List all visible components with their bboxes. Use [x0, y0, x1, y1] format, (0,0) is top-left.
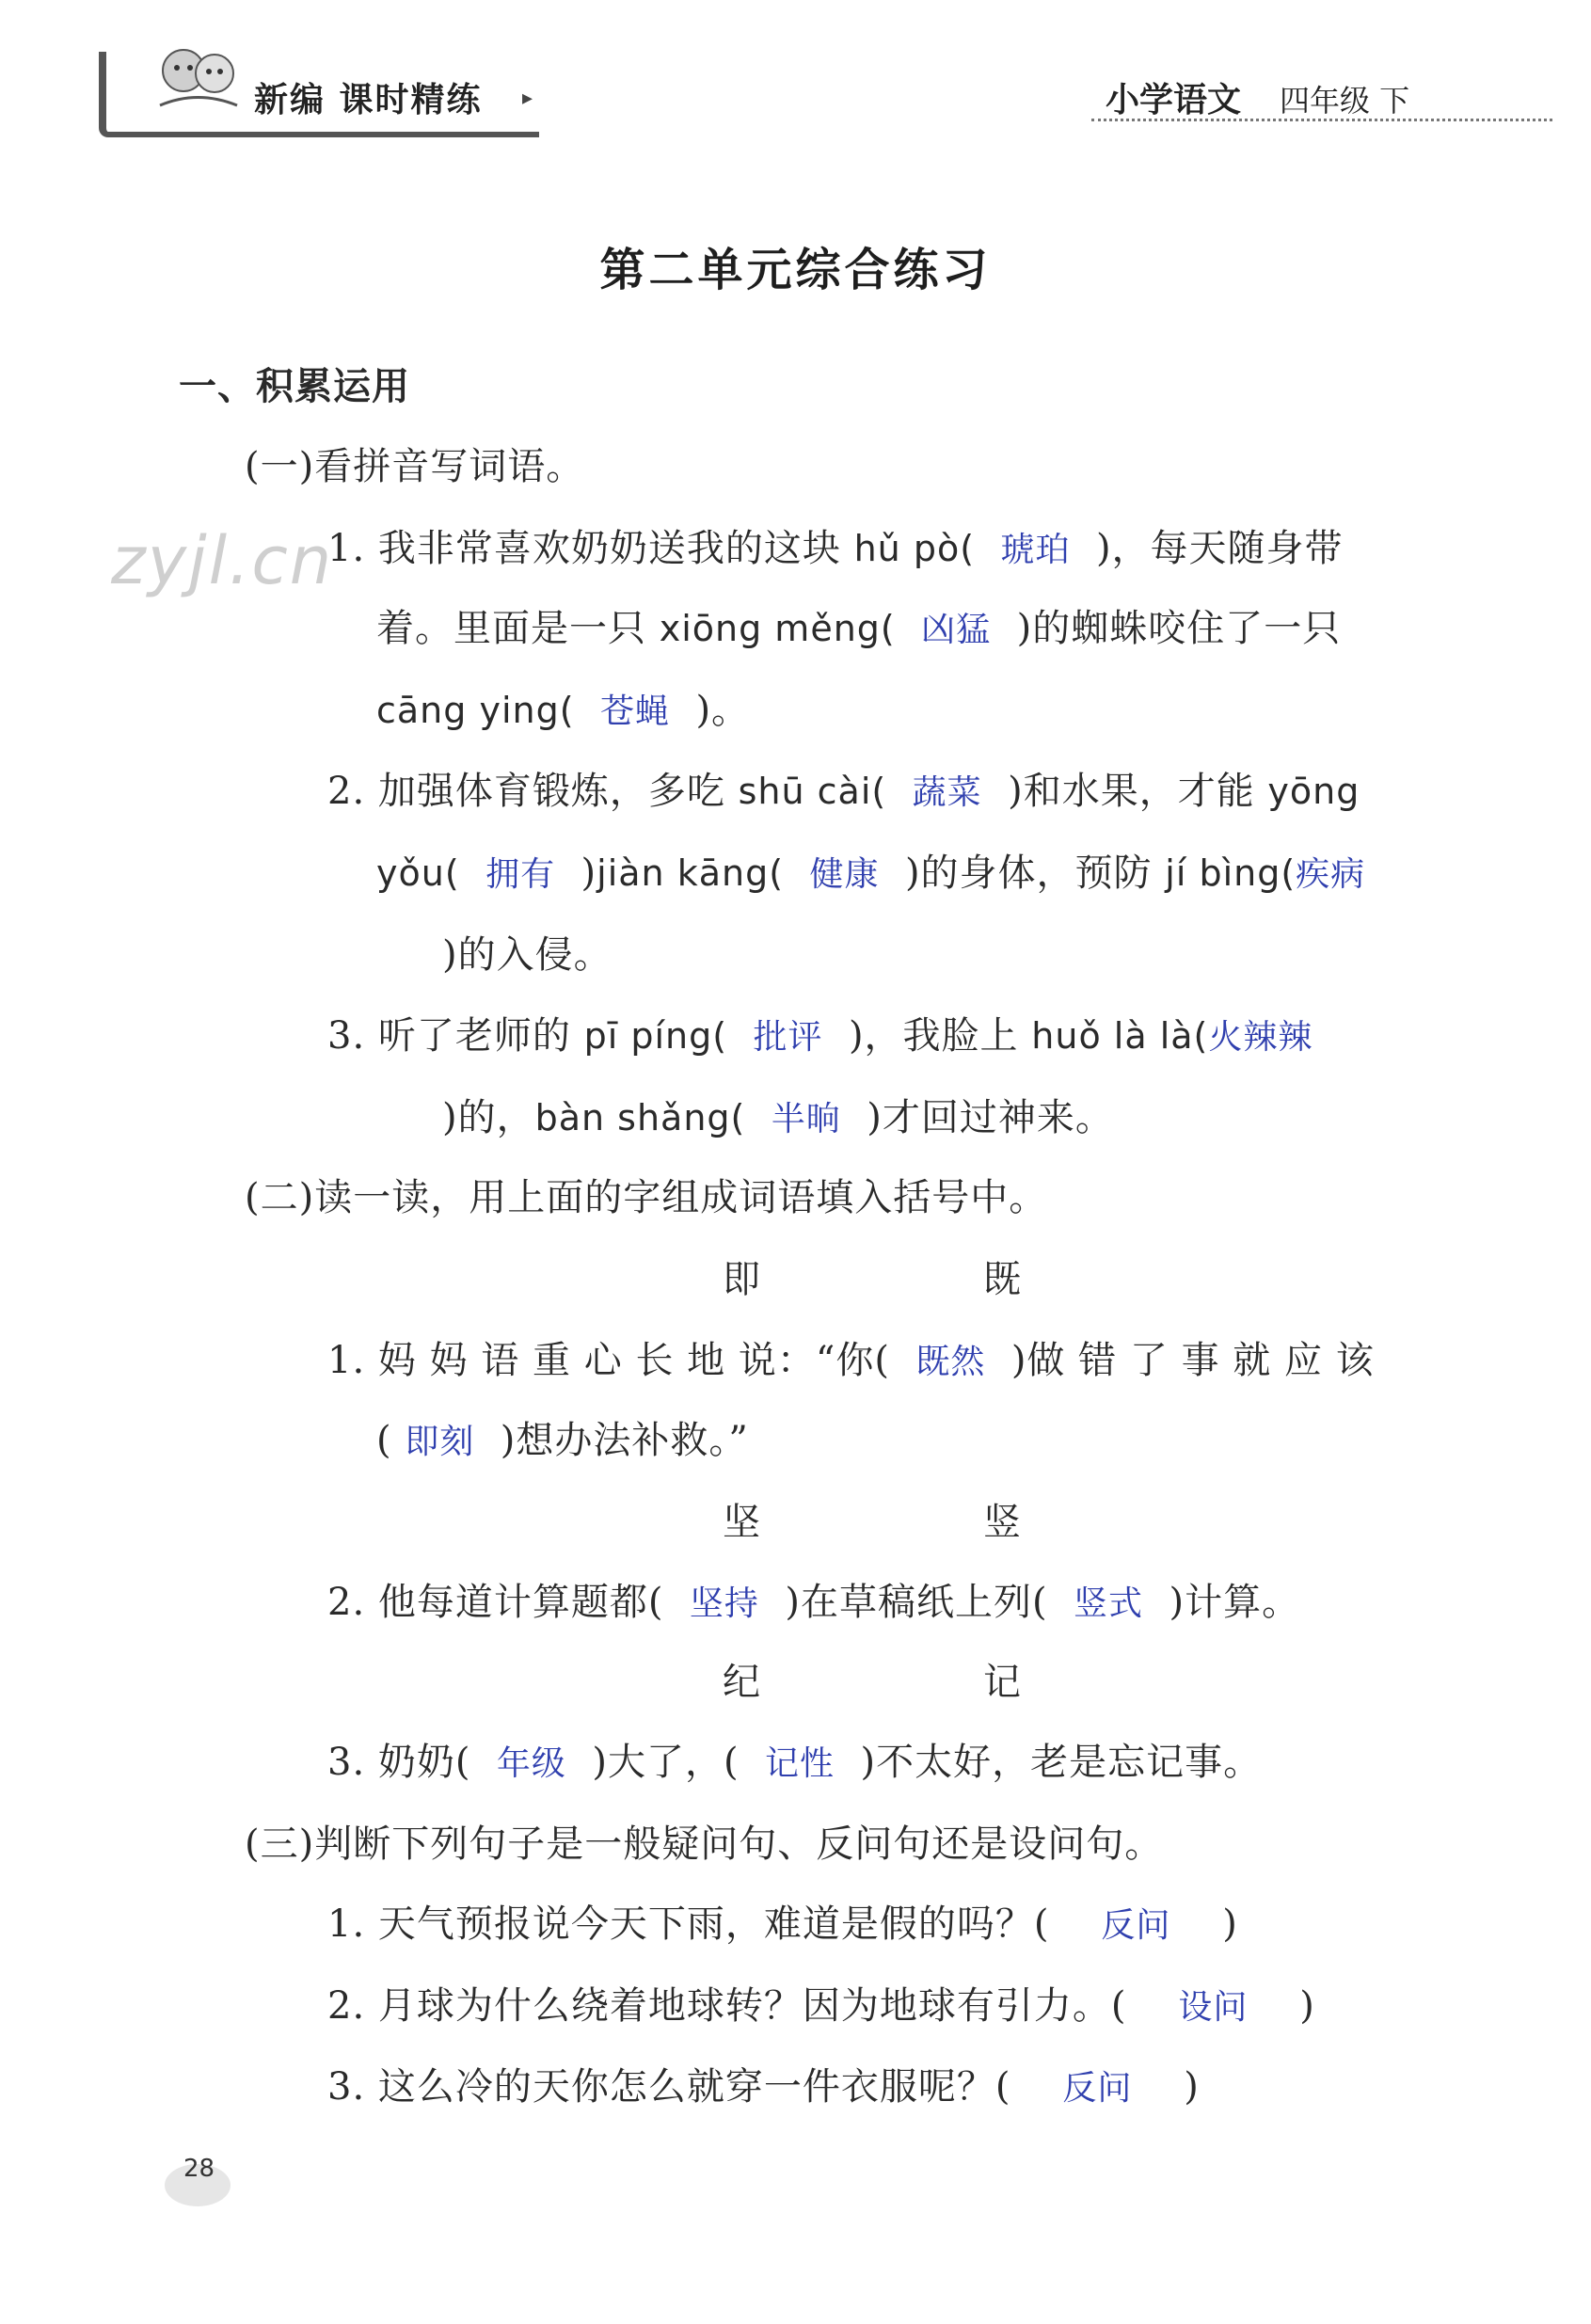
page-number: 28	[183, 2155, 215, 2183]
answer: 火辣辣	[1208, 1018, 1313, 1057]
answer: 竖式	[1074, 1584, 1144, 1623]
char-option: 纪	[723, 1661, 761, 1704]
header-dotted-divider	[1091, 119, 1552, 121]
char-option: 坚	[723, 1501, 761, 1544]
bear-mascot-icon	[151, 38, 245, 113]
arrow-right-icon: ▸	[522, 87, 533, 110]
part1-q2-line3: )的入侵。	[442, 933, 613, 977]
part2-q1-line1: 1. 妈 妈 语 重 心 长 地 说：“你( 既然 )做 错 了 事 就 应 该	[327, 1339, 1375, 1382]
part2-q1-line2: ( 即刻 )想办法补救。”	[376, 1419, 749, 1462]
part3-q2: 2. 月球为什么绕着地球转？因为地球有引力。( 设问 )	[327, 1984, 1315, 2028]
part2-q2: 2. 他每道计算题都( 坚持 )在草稿纸上列( 竖式 )计算。	[327, 1581, 1301, 1624]
answer: 坚持	[689, 1584, 759, 1623]
part1-q1-line3: cāng ying( 苍蝇 )。	[376, 689, 751, 732]
part2-q3: 3. 奶奶( 年级 )大了，( 记性 )不太好，老是忘记事。	[327, 1741, 1263, 1784]
answer: 健康	[809, 855, 880, 894]
part3-q3: 3. 这么冷的天你怎么就穿一件衣服呢？( 反问 )	[327, 2065, 1200, 2109]
answer: 琥珀	[1000, 531, 1071, 569]
part3-q1: 1. 天气预报说今天下雨，难道是假的吗？( 反问 )	[327, 1902, 1238, 1946]
answer: 年级	[496, 1744, 566, 1783]
char-option: 竖	[983, 1501, 1022, 1544]
char-option: 既	[983, 1258, 1022, 1301]
part2-instruction: (二)读一读，用上面的字组成词语填入括号中。	[245, 1176, 1048, 1219]
subject-label: 小学语文	[1106, 81, 1242, 119]
answer: 拥有	[485, 855, 556, 894]
part1-q2-line2: yǒu( 拥有 )jiàn kāng( 健康 )的身体，预防 jí bìng(疾病	[376, 852, 1366, 895]
answer: 反问	[1101, 1906, 1171, 1945]
part1-q3-line2: )的，bàn shǎng( 半晌 )才回过神来。	[442, 1096, 1114, 1139]
part1-instruction: (一)看拼音写词语。	[245, 445, 585, 488]
part1-q1-line2: 着。里面是一只 xiōng měng( 凶猛 )的蜘蛛咬住了一只	[376, 607, 1342, 650]
char-option: 即	[723, 1258, 761, 1301]
answer: 凶猛	[921, 611, 992, 649]
answer: 记性	[765, 1744, 835, 1783]
answer: 苍蝇	[599, 692, 670, 731]
watermark: zyjl.cn	[111, 522, 334, 599]
part1-q2-line1: 2. 加强体育锻炼，多吃 shū cài( 蔬菜 )和水果，才能 yōng	[327, 770, 1360, 813]
part1-q3-line1: 3. 听了老师的 pī píng( 批评 )，我脸上 huǒ là là(火辣辣	[327, 1014, 1313, 1058]
answer: 设问	[1178, 1988, 1249, 2027]
series-title: 新编 课时精练	[254, 81, 483, 119]
grade-label: 四年级 下	[1280, 83, 1410, 119]
answer: 蔬菜	[912, 773, 982, 812]
answer: 既然	[915, 1343, 986, 1381]
char-option: 记	[983, 1661, 1022, 1704]
answer: 疾病	[1296, 855, 1366, 894]
part1-q1-line1: 1. 我非常喜欢奶奶送我的这块 hǔ pò( 琥珀 )，每天随身带	[327, 527, 1344, 570]
answer: 批评	[753, 1018, 823, 1057]
part3-instruction: (三)判断下列句子是一般疑问句、反问句还是设问句。	[245, 1823, 1164, 1866]
answer: 反问	[1062, 2069, 1133, 2108]
answer: 半晌	[771, 1100, 841, 1138]
section-heading: 一、积累运用	[179, 365, 410, 408]
answer: 即刻	[405, 1423, 475, 1461]
page-title: 第二单元综合练习	[599, 244, 992, 296]
